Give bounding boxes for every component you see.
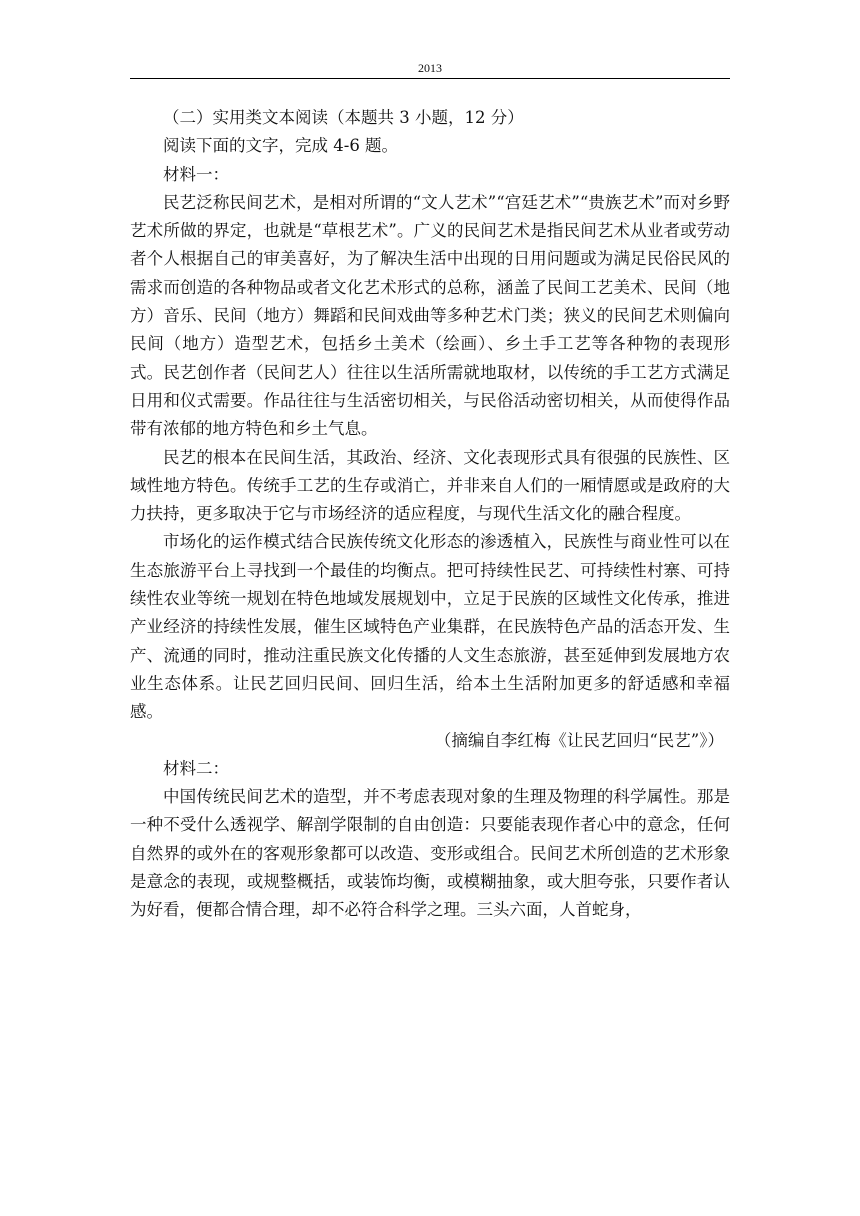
- material-1-paragraph: 民艺泛称民间艺术，是相对所谓的“文人艺术”“宫廷艺术”“贵族艺术”而对乡野艺术所做的界定，也就是“草根艺术”。广义的民间艺术是指民间艺术从业者或劳动者个人根据自己的审美喜好，为了解决生活中出现的日用问题或为满足民俗民风的需求而创造的各种物品或者文化艺术形式的总称，涵盖了民间工艺美术、民间（地方）音乐、民间（地方）舞蹈和民间戏曲等多种艺术门类；狭义的民间艺术则偏向民间（地方）造型艺术，包括乡土美术（绘画）、乡土手工艺等各种物的表现形式。民艺创作者（民间艺人）往往以生活所需就地取材，以传统的手工艺方式满足日用和仪式需要。作品往往与生活密切相关，与民俗活动密切相关，从而使得作品带有浓郁的地方特色和乡土气息。: [130, 192, 730, 439]
- material-1-label: 材料一：: [163, 164, 229, 184]
- section-title: （二）实用类文本阅读（本题共 3 小题，12 分）: [163, 108, 524, 127]
- material-1-paragraph: 市场化的运作模式结合民族传统文化形态的渗透植入，民族性与商业性可以在生态旅游平台上寻找到一个最佳的均衡点。把可持续性民艺、可持续性村寨、可持续性农业等统一规划在特色地域发展规划中，立足于民族的区域性文化传承，推进产业经济的持续性发展，催生区域特色产业集群，在民族特色产品的活态开发、生产、流通的同时，推动注重民族文化传播的人文生态旅游，甚至延伸到发展地方农业生态体系。让民艺回归民间、回归生活，给本土生活附加更多的舒适感和幸福感。: [130, 532, 730, 722]
- page-header: [130, 60, 730, 79]
- material-2-label: 材料二：: [163, 758, 229, 778]
- document-body: [130, 104, 730, 925]
- material-1-paragraph: 民艺的根本在民间生活，其政治、经济、文化表现形式具有很强的民族性、区域性地方特色。传统手工艺的生存或消亡，并非来自人们的一厢情愿或是政府的大力扶持，更多取决于它与市场经济的适应程度，与现代生活文化的融合程度。: [130, 447, 730, 524]
- section-instruction: 阅读下面的文字，完成 4-6 题。: [163, 136, 399, 156]
- material-1-attribution: （摘编自李红梅《让民艺回归“民艺”》）: [434, 730, 724, 750]
- material-2-paragraph: 中国传统民间艺术的造型，并不考虑表现对象的生理及物理的科学属性。那是一种不受什么透视学、解剖学限制的自由创造：只要能表现作者心中的意念，任何自然界的或外在的客观形象都可以改造、变形或组合。民间艺术所创造的艺术形象是意念的表现，或规整概括，或装饰均衡，或模糊抽象，或大胆夸张，只要作者认为好看，便都合情合理，却不必符合科学之理。三头六面，人首蛇身，: [130, 787, 730, 920]
- header-year: 2013: [418, 61, 442, 75]
